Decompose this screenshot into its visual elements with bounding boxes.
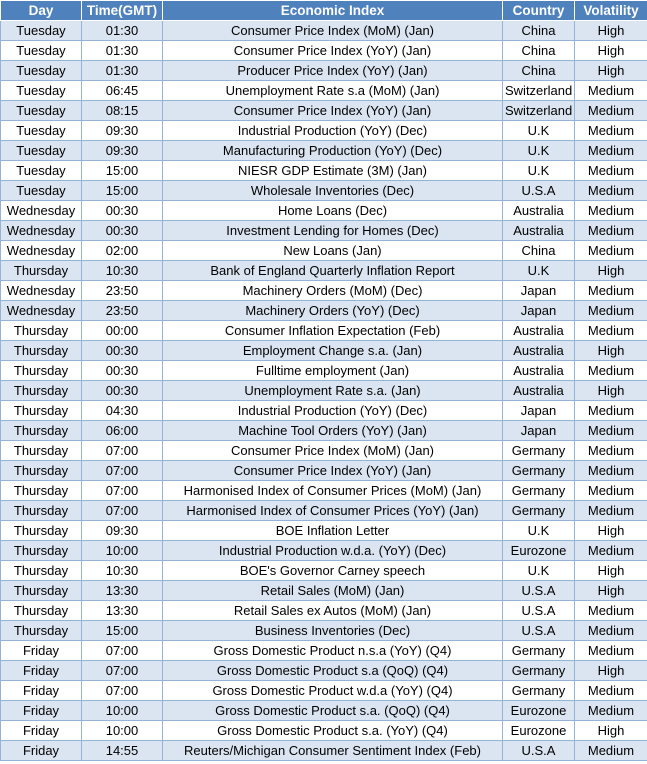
country-cell: Japan [503,401,575,421]
day-cell: Friday [1,661,82,681]
country-cell: U.K [503,121,575,141]
country-cell: Germany [503,461,575,481]
table-row [1,181,647,201]
country-cell: Switzerland [503,81,575,101]
day-cell: Tuesday [1,41,82,61]
economic-index-cell: Fulltime employment (Jan) [163,361,503,381]
table-row [1,701,647,721]
volatility-cell: High [575,381,647,401]
day-cell: Thursday [1,481,82,501]
table-row [1,201,647,221]
volatility-cell: Medium [575,81,647,101]
day-cell: Tuesday [1,181,82,201]
time-cell: 07:00 [82,681,163,701]
country-cell: Germany [503,661,575,681]
economic-index-cell: Gross Domestic Product s.a. (YoY) (Q4) [163,721,503,741]
table-row [1,581,647,601]
volatility-cell: High [575,661,647,681]
time-cell: 06:45 [82,81,163,101]
country-cell: Eurozone [503,701,575,721]
country-cell: Germany [503,641,575,661]
economic-index-cell: Gross Domestic Product s.a. (QoQ) (Q4) [163,701,503,721]
volatility-cell: Medium [575,401,647,421]
table-row [1,81,647,101]
day-cell: Thursday [1,461,82,481]
time-cell: 06:00 [82,421,163,441]
table-row [1,361,647,381]
country-cell: U.S.A [503,601,575,621]
day-cell: Thursday [1,581,82,601]
volatility-cell: Medium [575,541,647,561]
time-cell: 00:00 [82,321,163,341]
economic-index-cell: NIESR GDP Estimate (3M) (Jan) [163,161,503,181]
economic-index-cell: Industrial Production (YoY) (Dec) [163,121,503,141]
volatility-cell: Medium [575,421,647,441]
country-cell: Australia [503,201,575,221]
time-cell: 10:30 [82,561,163,581]
volatility-cell: High [575,61,647,81]
day-cell: Tuesday [1,81,82,101]
table-row [1,721,647,741]
volatility-cell: High [575,41,647,61]
time-cell: 15:00 [82,621,163,641]
table-row [1,601,647,621]
time-cell: 09:30 [82,141,163,161]
header-country: Country [503,1,575,21]
day-cell: Thursday [1,341,82,361]
time-cell: 00:30 [82,341,163,361]
economic-index-cell: BOE's Governor Carney speech [163,561,503,581]
day-cell: Thursday [1,401,82,421]
day-cell: Tuesday [1,141,82,161]
volatility-cell: Medium [575,681,647,701]
table-row [1,521,647,541]
volatility-cell: Medium [575,701,647,721]
volatility-cell: High [575,581,647,601]
day-cell: Thursday [1,321,82,341]
economic-index-cell: Machinery Orders (MoM) (Dec) [163,281,503,301]
economic-index-cell: Home Loans (Dec) [163,201,503,221]
table-row [1,421,647,441]
country-cell: Australia [503,341,575,361]
time-cell: 10:00 [82,541,163,561]
economic-index-cell: Employment Change s.a. (Jan) [163,341,503,361]
country-cell: Germany [503,441,575,461]
header-day: Day [1,1,82,21]
country-cell: Switzerland [503,101,575,121]
economic-index-cell: Consumer Inflation Expectation (Feb) [163,321,503,341]
day-cell: Wednesday [1,221,82,241]
time-cell: 15:00 [82,161,163,181]
volatility-cell: Medium [575,141,647,161]
economic-index-cell: New Loans (Jan) [163,241,503,261]
volatility-cell: Medium [575,241,647,261]
country-cell: U.K [503,161,575,181]
table-row [1,661,647,681]
volatility-cell: Medium [575,501,647,521]
volatility-cell: Medium [575,441,647,461]
volatility-cell: Medium [575,281,647,301]
table-row [1,441,647,461]
day-cell: Friday [1,681,82,701]
day-cell: Wednesday [1,281,82,301]
day-cell: Friday [1,701,82,721]
volatility-cell: Medium [575,301,647,321]
economic-index-cell: Industrial Production w.d.a. (YoY) (Dec) [163,541,503,561]
table-row [1,341,647,361]
time-cell: 07:00 [82,441,163,461]
volatility-cell: Medium [575,181,647,201]
time-cell: 13:30 [82,601,163,621]
economic-index-cell: Industrial Production (YoY) (Dec) [163,401,503,421]
header-volatility: Volatility [575,1,647,21]
time-cell: 00:30 [82,201,163,221]
day-cell: Thursday [1,541,82,561]
day-cell: Thursday [1,501,82,521]
country-cell: China [503,41,575,61]
volatility-cell: Medium [575,101,647,121]
day-cell: Thursday [1,361,82,381]
economic-index-cell: Harmonised Index of Consumer Prices (MoM) (Jan) [163,481,503,501]
table-header [1,1,647,21]
time-cell: 07:00 [82,641,163,661]
country-cell: U.S.A [503,741,575,761]
header-economic-index: Economic Index [163,1,503,21]
economic-index-cell: Producer Price Index (YoY) (Jan) [163,61,503,81]
day-cell: Friday [1,721,82,741]
time-cell: 08:15 [82,101,163,121]
day-cell: Friday [1,641,82,661]
table-row [1,501,647,521]
country-cell: Germany [503,481,575,501]
table-row [1,381,647,401]
volatility-cell: Medium [575,361,647,381]
volatility-cell: High [575,521,647,541]
economic-index-cell: Reuters/Michigan Consumer Sentiment Index (Feb) [163,741,503,761]
time-cell: 09:30 [82,521,163,541]
time-cell: 07:00 [82,481,163,501]
time-cell: 07:00 [82,501,163,521]
time-cell: 10:00 [82,721,163,741]
country-cell: U.K [503,521,575,541]
volatility-cell: High [575,261,647,281]
table-row [1,461,647,481]
volatility-cell: Medium [575,741,647,761]
table-row [1,561,647,581]
time-cell: 04:30 [82,401,163,421]
volatility-cell: Medium [575,221,647,241]
table-body [1,21,647,761]
day-cell: Friday [1,741,82,761]
country-cell: Australia [503,221,575,241]
day-cell: Tuesday [1,21,82,41]
country-cell: U.S.A [503,581,575,601]
time-cell: 07:00 [82,661,163,681]
table-row [1,681,647,701]
volatility-cell: Medium [575,461,647,481]
country-cell: U.K [503,141,575,161]
day-cell: Wednesday [1,301,82,321]
economic-index-cell: Consumer Price Index (YoY) (Jan) [163,41,503,61]
economic-index-cell: Wholesale Inventories (Dec) [163,181,503,201]
economic-index-cell: BOE Inflation Letter [163,521,503,541]
time-cell: 00:30 [82,381,163,401]
economic-index-cell: Consumer Price Index (YoY) (Jan) [163,461,503,481]
time-cell: 09:30 [82,121,163,141]
table-row [1,161,647,181]
day-cell: Tuesday [1,121,82,141]
table-row [1,741,647,761]
economic-index-cell: Manufacturing Production (YoY) (Dec) [163,141,503,161]
time-cell: 01:30 [82,61,163,81]
table-row [1,221,647,241]
country-cell: U.K [503,261,575,281]
country-cell: China [503,61,575,81]
country-cell: Germany [503,681,575,701]
country-cell: Eurozone [503,541,575,561]
time-cell: 01:30 [82,41,163,61]
economic-index-cell: Retail Sales (MoM) (Jan) [163,581,503,601]
time-cell: 02:00 [82,241,163,261]
economic-index-cell: Gross Domestic Product w.d.a (YoY) (Q4) [163,681,503,701]
day-cell: Thursday [1,421,82,441]
day-cell: Thursday [1,261,82,281]
country-cell: Japan [503,301,575,321]
volatility-cell: Medium [575,321,647,341]
economic-index-cell: Machine Tool Orders (YoY) (Jan) [163,421,503,441]
volatility-cell: High [575,721,647,741]
header-time: Time(GMT) [82,1,163,21]
time-cell: 23:50 [82,301,163,321]
volatility-cell: High [575,561,647,581]
country-cell: Australia [503,321,575,341]
table-row [1,121,647,141]
time-cell: 00:30 [82,361,163,381]
time-cell: 07:00 [82,461,163,481]
time-cell: 10:00 [82,701,163,721]
country-cell: Japan [503,281,575,301]
table-row [1,241,647,261]
economic-index-cell: Harmonised Index of Consumer Prices (YoY) (Jan) [163,501,503,521]
country-cell: U.S.A [503,621,575,641]
economic-index-cell: Gross Domestic Product n.s.a (YoY) (Q4) [163,641,503,661]
table-row [1,641,647,661]
time-cell: 10:30 [82,261,163,281]
economic-index-cell: Machinery Orders (YoY) (Dec) [163,301,503,321]
time-cell: 14:55 [82,741,163,761]
header-row [1,1,647,21]
day-cell: Thursday [1,441,82,461]
table-row [1,141,647,161]
volatility-cell: Medium [575,641,647,661]
country-cell: Australia [503,381,575,401]
day-cell: Thursday [1,561,82,581]
time-cell: 01:30 [82,21,163,41]
volatility-cell: High [575,341,647,361]
day-cell: Tuesday [1,61,82,81]
volatility-cell: Medium [575,161,647,181]
time-cell: 13:30 [82,581,163,601]
time-cell: 00:30 [82,221,163,241]
economic-index-cell: Consumer Price Index (MoM) (Jan) [163,21,503,41]
table-row [1,481,647,501]
economic-index-cell: Bank of England Quarterly Inflation Report [163,261,503,281]
table-row [1,281,647,301]
day-cell: Thursday [1,621,82,641]
economic-index-cell: Consumer Price Index (YoY) (Jan) [163,101,503,121]
table-row [1,261,647,281]
country-cell: China [503,21,575,41]
country-cell: Eurozone [503,721,575,741]
table-row [1,621,647,641]
country-cell: China [503,241,575,261]
economic-index-cell: Unemployment Rate s.a (MoM) (Jan) [163,81,503,101]
economic-index-cell: Gross Domestic Product s.a (QoQ) (Q4) [163,661,503,681]
volatility-cell: Medium [575,601,647,621]
economic-index-cell: Investment Lending for Homes (Dec) [163,221,503,241]
volatility-cell: Medium [575,621,647,641]
economic-index-cell: Unemployment Rate s.a. (Jan) [163,381,503,401]
table-row [1,41,647,61]
table-row [1,61,647,81]
day-cell: Tuesday [1,101,82,121]
table-row [1,301,647,321]
day-cell: Tuesday [1,161,82,181]
table-row [1,541,647,561]
day-cell: Thursday [1,601,82,621]
country-cell: Australia [503,361,575,381]
day-cell: Thursday [1,381,82,401]
economic-index-cell: Business Inventories (Dec) [163,621,503,641]
volatility-cell: Medium [575,481,647,501]
volatility-cell: Medium [575,201,647,221]
volatility-cell: Medium [575,121,647,141]
time-cell: 15:00 [82,181,163,201]
country-cell: Japan [503,421,575,441]
table-row [1,21,647,41]
country-cell: Germany [503,501,575,521]
table-row [1,401,647,421]
day-cell: Wednesday [1,241,82,261]
volatility-cell: High [575,21,647,41]
day-cell: Thursday [1,521,82,541]
economic-index-cell: Retail Sales ex Autos (MoM) (Jan) [163,601,503,621]
time-cell: 23:50 [82,281,163,301]
country-cell: U.K [503,561,575,581]
country-cell: U.S.A [503,181,575,201]
table-row [1,101,647,121]
economic-index-cell: Consumer Price Index (MoM) (Jan) [163,441,503,461]
day-cell: Wednesday [1,201,82,221]
table-row [1,321,647,341]
